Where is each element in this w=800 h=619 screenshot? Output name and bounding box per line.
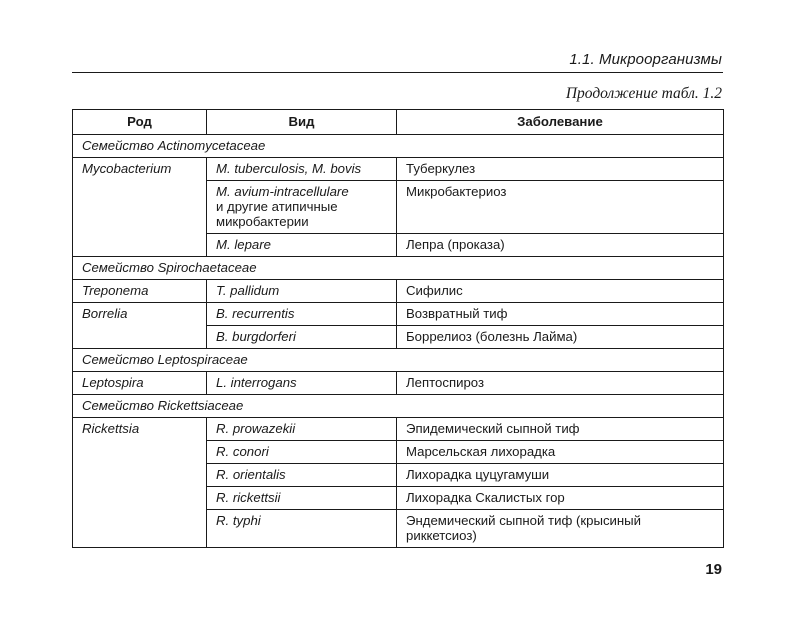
disease-cell: Марсельская лихорадка — [397, 441, 724, 464]
disease-cell: Микробактериоз — [397, 181, 724, 234]
species-line: M. avium-intracellulare — [216, 184, 349, 199]
table-row — [73, 280, 724, 303]
running-head: 1.1. Микроорганизмы — [569, 51, 722, 68]
family-label: Семейство Actinomycetaceae — [73, 135, 724, 158]
table-row — [73, 372, 724, 395]
genus-cell: Mycobacterium — [73, 158, 207, 257]
species-cell — [207, 181, 397, 234]
disease-cell: Лихорадка цуцугамуши — [397, 464, 724, 487]
table-header-row — [73, 110, 724, 135]
species-line: и другие атипичные — [216, 199, 338, 214]
species-cell: T. pallidum — [207, 280, 397, 303]
species-cell: R. rickettsii — [207, 487, 397, 510]
table-row — [73, 158, 724, 181]
family-row — [73, 257, 724, 280]
family-label: Семейство Rickettsiaceae — [73, 395, 724, 418]
genus-cell: Treponema — [73, 280, 207, 303]
species-cell: R. typhi — [207, 510, 397, 548]
header-rule — [72, 72, 723, 73]
genus-cell: Rickettsia — [73, 418, 207, 548]
species-cell: B. burgdorferi — [207, 326, 397, 349]
family-row — [73, 349, 724, 372]
header-genus: Род — [73, 110, 207, 135]
table-continuation-caption: Продолжение табл. 1.2 — [565, 85, 722, 102]
header-species: Вид — [207, 110, 397, 135]
family-row — [73, 135, 724, 158]
species-cell: R. prowazekii — [207, 418, 397, 441]
species-cell: M. tuberculosis, M. bovis — [207, 158, 397, 181]
disease-cell: Сифилис — [397, 280, 724, 303]
disease-cell: Лихорадка Скалистых гор — [397, 487, 724, 510]
species-cell: R. conori — [207, 441, 397, 464]
disease-cell: Лептоспироз — [397, 372, 724, 395]
family-label: Семейство Spirochaetaceae — [73, 257, 724, 280]
genus-cell: Leptospira — [73, 372, 207, 395]
family-row — [73, 395, 724, 418]
microorganisms-table — [72, 109, 724, 548]
page-number: 19 — [705, 561, 722, 578]
species-cell: B. recurrentis — [207, 303, 397, 326]
disease-cell: Возвратный тиф — [397, 303, 724, 326]
species-cell: R. orientalis — [207, 464, 397, 487]
species-cell: L. interrogans — [207, 372, 397, 395]
disease-cell: Боррелиоз (болезнь Лайма) — [397, 326, 724, 349]
disease-cell: Туберкулез — [397, 158, 724, 181]
disease-cell: Лепра (проказа) — [397, 234, 724, 257]
disease-cell: Эндемический сыпной тиф (крысиный риккетсиоз) — [397, 510, 724, 548]
table-row — [73, 418, 724, 441]
header-disease: Заболевание — [397, 110, 724, 135]
table-row — [73, 303, 724, 326]
family-label: Семейство Leptospiraceae — [73, 349, 724, 372]
species-cell: M. lepare — [207, 234, 397, 257]
genus-cell: Borrelia — [73, 303, 207, 349]
species-line: микробактерии — [216, 214, 309, 229]
disease-cell: Эпидемический сыпной тиф — [397, 418, 724, 441]
